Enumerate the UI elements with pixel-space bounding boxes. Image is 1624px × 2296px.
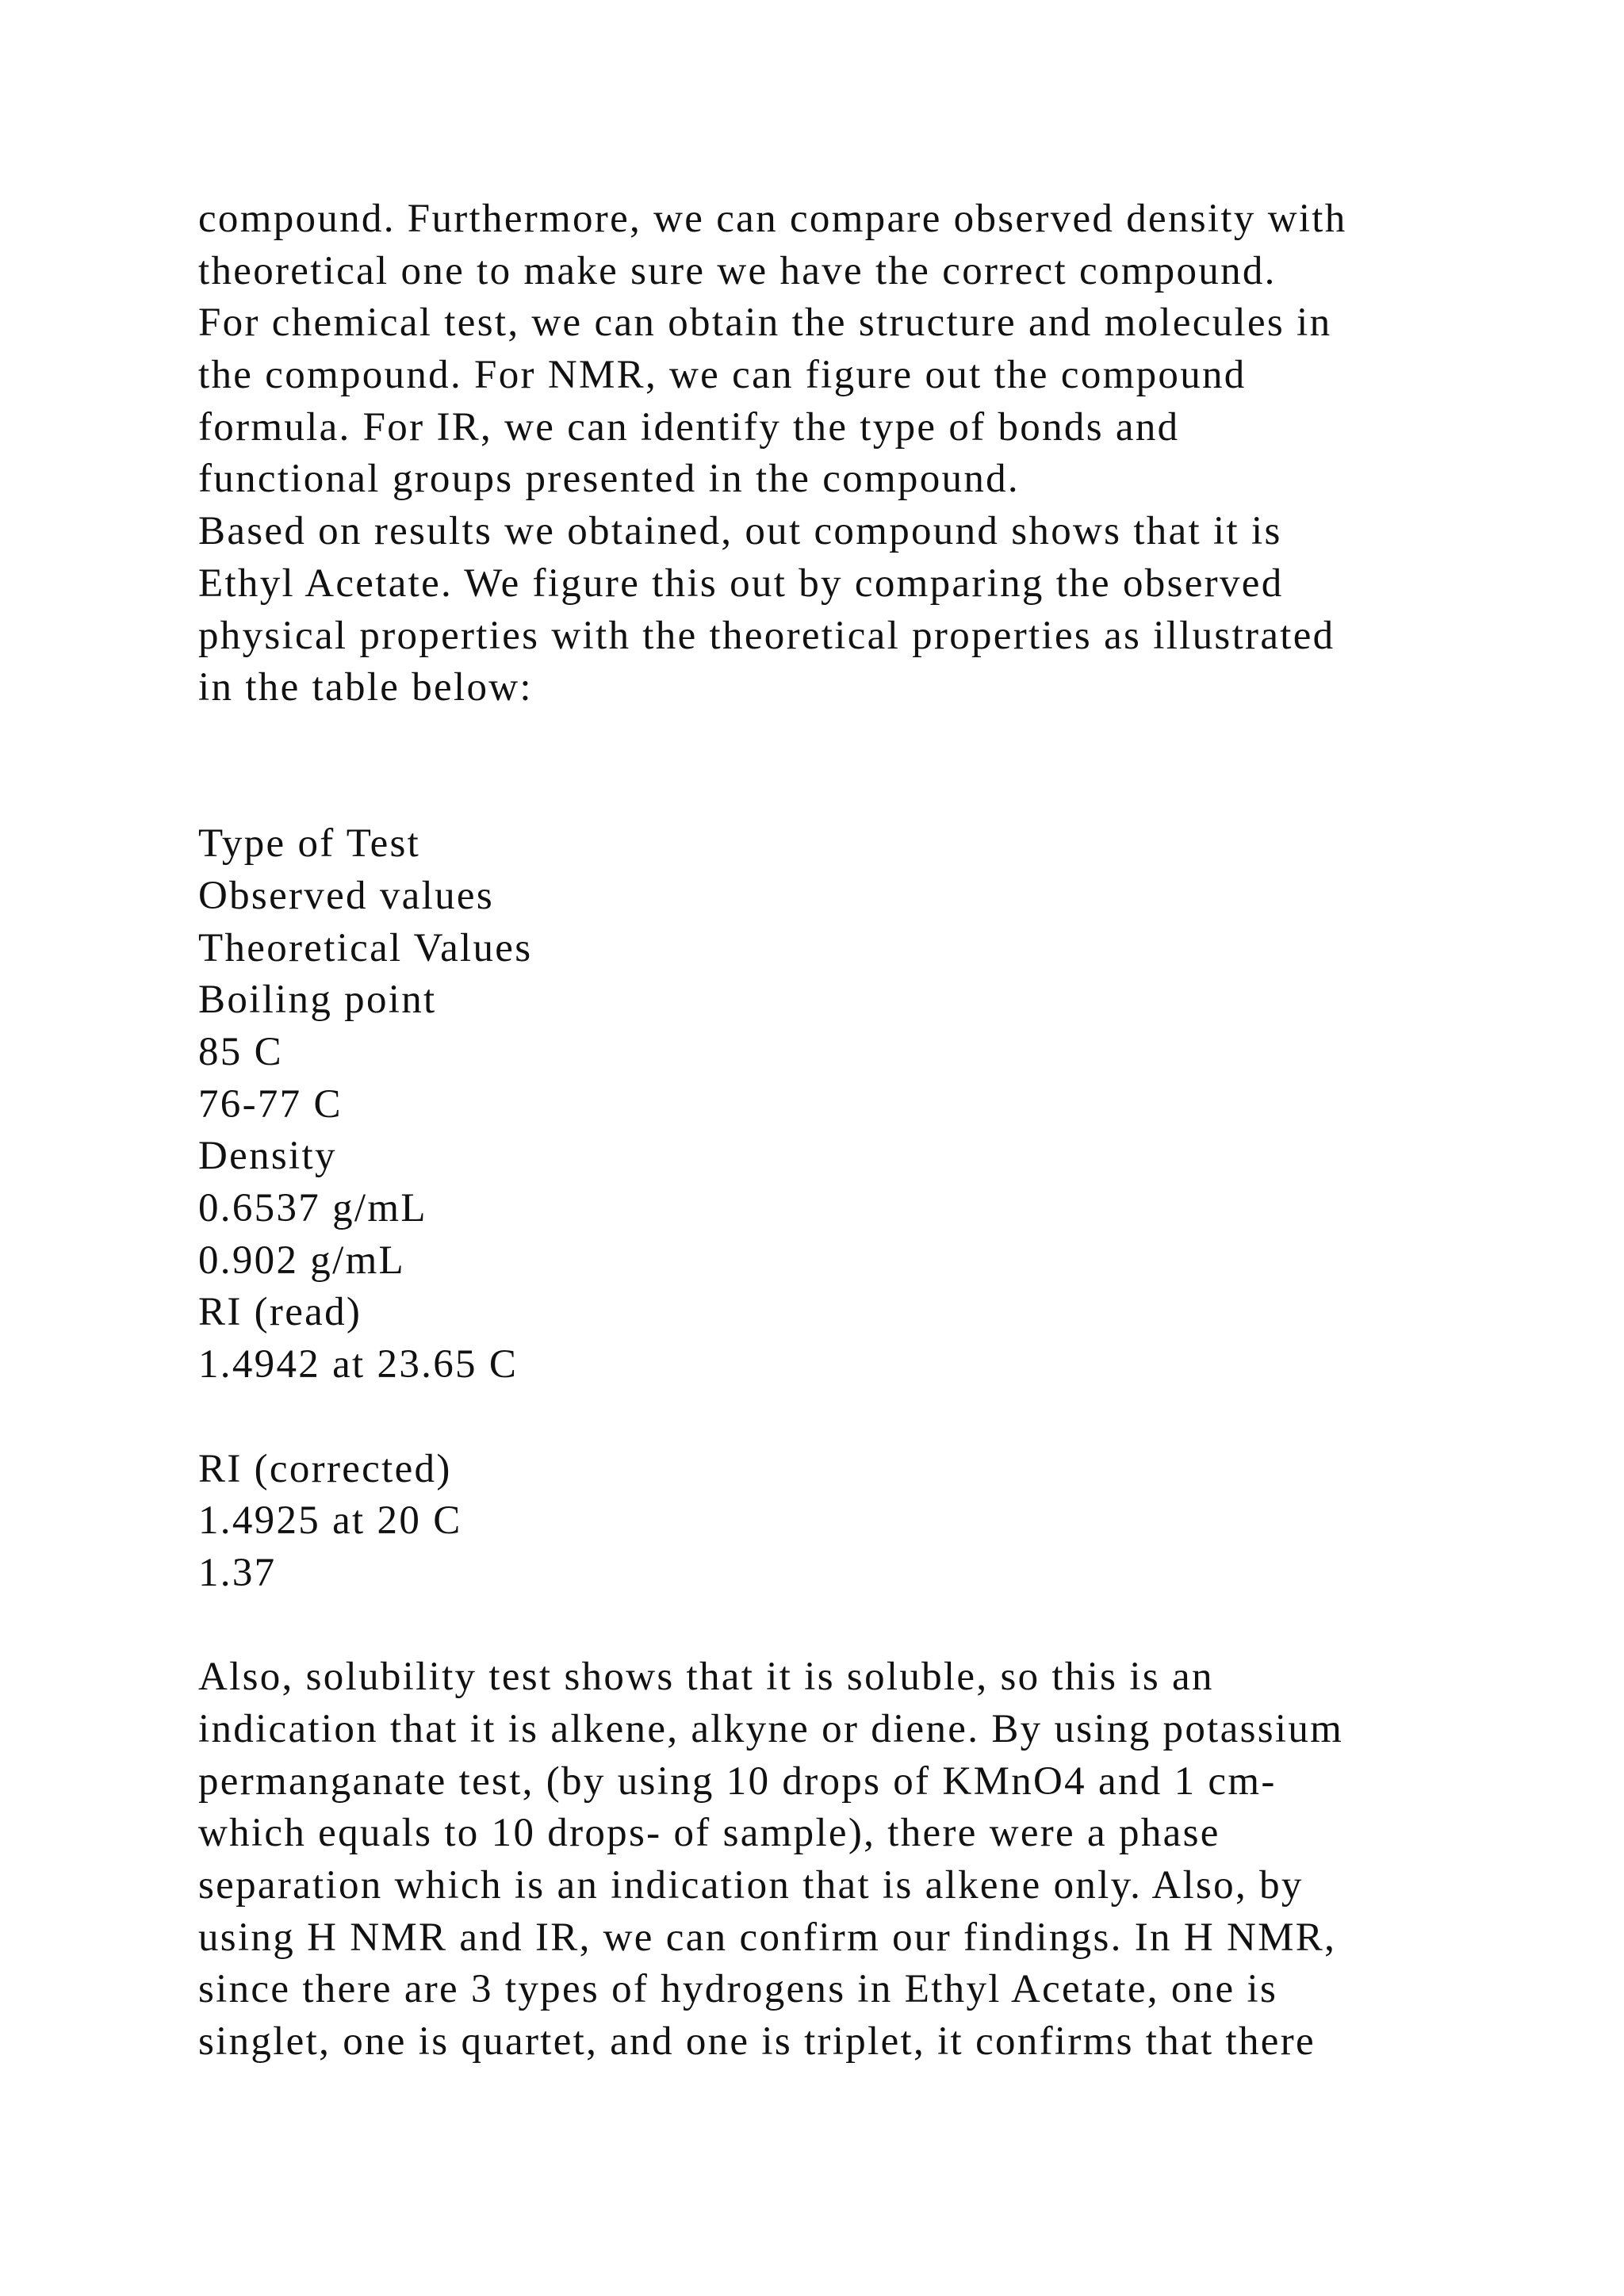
table-header-theoretical-values: Theoretical Values xyxy=(198,925,533,970)
text-line: separation which is an indication that is alkene only. Also, by xyxy=(198,1863,1304,1908)
text-line: theoretical one to make sure we have the correct compound. xyxy=(198,248,1277,293)
text-line: Ethyl Acetate. We figure this out by comparing the observed xyxy=(198,561,1284,606)
paragraph-tests xyxy=(198,1651,1467,2068)
paragraph-results xyxy=(198,506,1467,714)
text-line: For chemical test, we can obtain the structure and molecules in xyxy=(198,300,1332,346)
text-line: since there are 3 types of hydrogens in Ethyl Acetate, one is xyxy=(198,1967,1278,2012)
text-line: formula. For IR, we can identify the type of bonds and xyxy=(198,404,1180,450)
table-cell-boiling-theoretical: 76-77 C xyxy=(198,1081,343,1127)
table-cell-ri-theoretical: 1.37 xyxy=(198,1550,277,1595)
blank-line xyxy=(198,1600,1467,1652)
text-line: singlet, one is quartet, and one is triplet, it confirms that there xyxy=(198,2019,1316,2064)
text-line: in the table below: xyxy=(198,665,533,710)
table-cell-density-theoretical: 0.902 g/mL xyxy=(198,1238,405,1283)
table-cell-ri-corrected-observed: 1.4925 at 20 C xyxy=(198,1498,462,1544)
text-line: physical properties with the theoretical properties as illustrated xyxy=(198,613,1335,658)
text-line: the compound. For NMR, we can figure out the compound xyxy=(198,353,1247,398)
table-cell-ri-read: RI (read) xyxy=(198,1290,362,1335)
table-cell-boiling-observed: 85 C xyxy=(198,1030,283,1074)
table-cell-density-observed: 0.6537 g/mL xyxy=(198,1186,427,1231)
blank-line xyxy=(198,1391,1467,1444)
text-line: Also, solubility test shows that it is soluble, so this is an xyxy=(198,1655,1214,1700)
blank-line xyxy=(198,714,1467,767)
table-header-type-of-test: Type of Test xyxy=(198,821,421,867)
table-cell-boiling-point: Boiling point xyxy=(198,978,437,1023)
text-line: which equals to 10 drops- of sample), there were a phase xyxy=(198,1811,1220,1856)
blank-line xyxy=(198,767,1467,819)
table-cell-ri-read-observed: 1.4942 at 23.65 C xyxy=(198,1342,519,1387)
text-line: Based on results we obtained, out compound shows that it is xyxy=(198,509,1282,554)
properties-table-text xyxy=(198,818,1467,1599)
table-cell-ri-corrected: RI (corrected) xyxy=(198,1446,452,1491)
text-line: using H NMR and IR, we can confirm our findings. In H NMR, xyxy=(198,1915,1337,1960)
text-line: permanganate test, (by using 10 drops of KMnO4 and 1 cm- xyxy=(198,1758,1277,1804)
text-line: indication that it is alkene, alkyne or diene. By using potassium xyxy=(198,1706,1344,1751)
table-header-observed-values: Observed values xyxy=(198,873,494,918)
text-line: compound. Furthermore, we can compare observed density with xyxy=(198,197,1347,241)
paragraph-intro xyxy=(198,193,1467,506)
text-line: functional groups presented in the compound. xyxy=(198,457,1020,502)
document-page xyxy=(198,193,1467,2068)
table-cell-density: Density xyxy=(198,1134,337,1179)
